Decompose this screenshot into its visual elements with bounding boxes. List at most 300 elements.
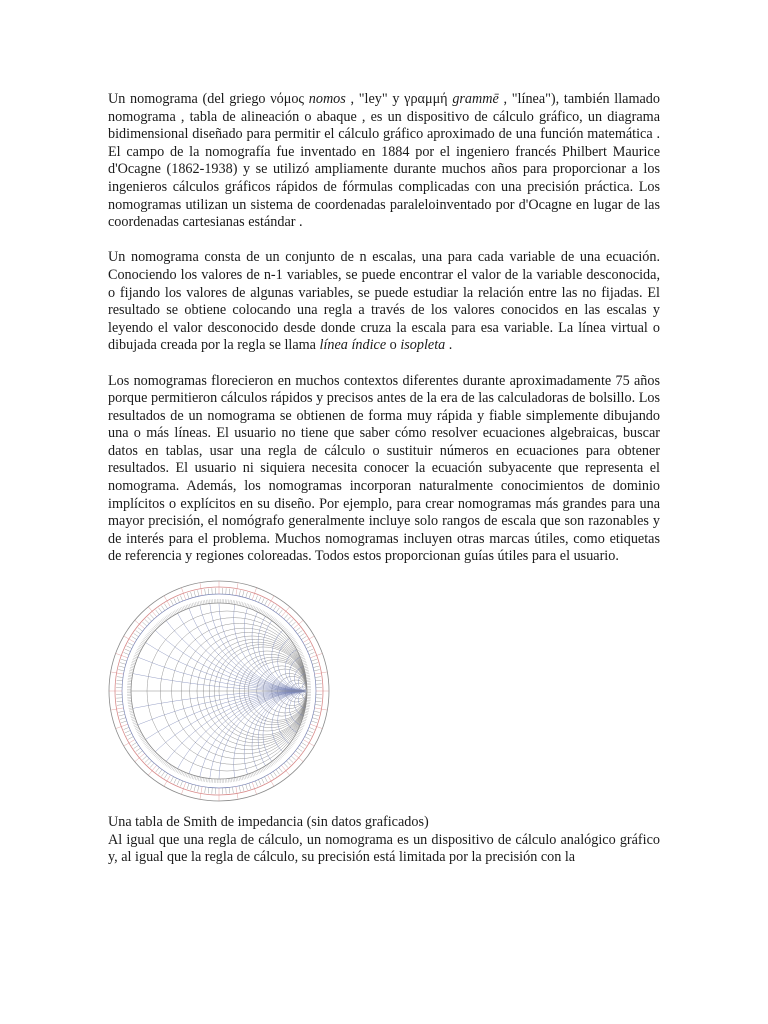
scale-tick xyxy=(291,756,295,760)
scale-tick xyxy=(289,744,292,746)
scale-tick xyxy=(162,619,164,622)
scale-tick xyxy=(158,770,162,775)
scale-tick xyxy=(277,622,280,625)
text-run: nomos xyxy=(308,91,346,107)
scale-tick xyxy=(132,636,137,639)
scale-tick xyxy=(141,642,144,644)
scale-tick xyxy=(262,598,265,603)
scale-tick xyxy=(284,629,287,632)
scale-tick xyxy=(168,615,170,618)
scale-tick xyxy=(150,763,154,767)
scale-tick xyxy=(233,600,234,604)
scale-tick xyxy=(156,610,160,615)
scale-tick xyxy=(305,709,309,710)
scale-tick xyxy=(126,646,131,649)
scale-tick xyxy=(139,734,142,736)
scale-tick xyxy=(263,611,265,614)
text-run: νόμος xyxy=(270,91,305,107)
scale-tick xyxy=(256,771,258,775)
scale-tick xyxy=(189,604,190,608)
scale-tick xyxy=(125,730,130,732)
scale-tick xyxy=(134,745,139,748)
scale-tick xyxy=(130,714,134,715)
scale-tick xyxy=(274,620,277,623)
scale-tick xyxy=(249,605,250,609)
scale-tick xyxy=(142,622,146,626)
scale-tick xyxy=(297,649,301,651)
scale-tick xyxy=(174,611,176,614)
scale-tick xyxy=(133,658,137,659)
scale-tick xyxy=(201,777,202,781)
scale-tick xyxy=(187,783,189,789)
scale-tick xyxy=(143,740,146,742)
scale-tick xyxy=(119,714,125,715)
scale-tick xyxy=(304,667,308,668)
scale-tick xyxy=(144,742,147,744)
scale-tick xyxy=(278,756,281,759)
scale-tick xyxy=(205,600,206,604)
scale-tick xyxy=(136,651,140,653)
scale-tick xyxy=(246,592,248,598)
scale-tick xyxy=(149,748,152,751)
scale-tick xyxy=(157,756,160,759)
scale-tick xyxy=(194,603,195,607)
text-run: , "ley" y γραμμή xyxy=(345,91,453,107)
scale-tick xyxy=(164,596,171,607)
scale-tick xyxy=(162,760,164,763)
scale-tick xyxy=(269,763,271,766)
scale-tick xyxy=(252,773,253,777)
scale-tick xyxy=(255,607,257,611)
scale-tick xyxy=(274,759,277,762)
scale-tick xyxy=(128,737,133,740)
scale-tick xyxy=(303,663,307,664)
paragraph-1 xyxy=(108,91,660,232)
scale-tick xyxy=(161,771,164,776)
scale-tick xyxy=(151,750,154,753)
scale-tick xyxy=(270,773,273,778)
scale-tick xyxy=(139,645,142,647)
scale-tick xyxy=(124,727,130,729)
scale-tick xyxy=(296,734,299,736)
scale-tick xyxy=(272,618,274,621)
scale-tick xyxy=(306,734,311,737)
scale-tick xyxy=(134,633,139,636)
scale-tick xyxy=(279,767,283,772)
scale-tick xyxy=(294,642,297,644)
scale-tick xyxy=(205,589,206,595)
scale-tick xyxy=(290,637,293,639)
scale-tick xyxy=(292,740,295,742)
scale-tick xyxy=(271,762,273,765)
scale-tick xyxy=(277,757,280,760)
scale-tick xyxy=(128,675,132,676)
scale-tick xyxy=(180,771,182,775)
scale-tick xyxy=(203,778,204,782)
scale-tick xyxy=(234,600,235,604)
scale-tick xyxy=(133,660,137,661)
scale-tick xyxy=(299,633,304,636)
scale-tick xyxy=(133,721,137,722)
scale-tick xyxy=(125,649,130,651)
scale-tick xyxy=(314,711,320,712)
scale-tick xyxy=(239,590,240,596)
scale-tick xyxy=(279,755,282,758)
scale-tick xyxy=(299,745,304,748)
scale-tick xyxy=(131,715,135,716)
text-run: línea índice xyxy=(319,337,387,354)
scale-tick xyxy=(305,670,309,671)
scale-tick xyxy=(147,634,150,636)
scale-tick xyxy=(137,649,141,651)
scale-tick xyxy=(177,597,179,602)
scale-tick xyxy=(132,718,136,719)
scale-tick xyxy=(297,630,302,634)
scale-tick xyxy=(176,610,178,614)
scale-tick xyxy=(130,712,134,713)
scale-tick xyxy=(239,601,240,605)
scale-tick xyxy=(270,604,273,609)
text-run: Un nomograma consta de un conjunto de n escalas, una para cada variable de una ecuación. Conociendo los valores de n-1 variables, se puede encontrar el valor de la variable desconocida, o fijando los valores de algunas variables, se puede estudiar la relación entre las no fijadas. El resultado se obtiene colocando una regla a través de los valores conocidos en las escalas y leyendo el valor desconocido desde donde cruza la escala para esa variable. La línea virtual o dibujada creada por la regla se llama xyxy=(108,249,660,354)
scale-tick xyxy=(291,622,295,626)
scale-tick xyxy=(148,746,151,749)
scale-tick xyxy=(311,659,317,661)
scale-tick xyxy=(177,769,179,773)
scale-tick xyxy=(302,721,306,722)
scale-tick xyxy=(264,766,266,769)
scale-tick xyxy=(138,751,143,755)
scale-tick xyxy=(197,776,198,780)
scale-tick xyxy=(164,618,166,621)
scale-tick xyxy=(206,778,207,782)
scale-tick xyxy=(169,765,171,768)
scale-tick xyxy=(138,648,142,650)
scale-tick xyxy=(136,730,140,732)
scale-tick xyxy=(304,712,308,713)
scale-tick xyxy=(131,666,135,667)
paragraph-3 xyxy=(108,373,660,567)
scale-tick xyxy=(304,715,308,716)
scale-tick xyxy=(315,705,321,706)
scale-tick xyxy=(295,735,298,737)
scale-tick xyxy=(117,705,123,706)
scale-tick xyxy=(132,661,136,662)
scale-tick xyxy=(195,776,196,780)
scale-tick xyxy=(118,670,124,671)
scale-tick xyxy=(268,764,270,767)
scale-tick xyxy=(185,773,186,777)
scale-tick xyxy=(243,603,244,607)
scale-tick xyxy=(240,776,241,780)
scale-tick xyxy=(145,758,149,762)
scale-tick xyxy=(118,711,124,712)
scale-tick xyxy=(136,748,141,752)
scale-tick xyxy=(124,636,135,643)
scale-tick xyxy=(281,753,284,756)
scale-tick xyxy=(267,765,269,768)
scale-tick xyxy=(191,784,193,790)
scale-tick xyxy=(189,774,190,778)
scale-tick xyxy=(279,624,282,627)
scale-tick xyxy=(251,605,252,609)
scale-tick xyxy=(150,749,153,752)
scale-tick xyxy=(141,738,144,740)
scale-tick xyxy=(119,666,125,667)
scale-tick xyxy=(139,646,142,648)
scale-tick xyxy=(286,632,289,635)
scale-tick xyxy=(240,602,241,606)
scale-tick xyxy=(246,784,248,790)
scale-tick xyxy=(258,608,260,612)
scale-tick xyxy=(145,743,148,745)
scale-tick xyxy=(231,778,232,782)
scale-tick xyxy=(195,602,196,606)
scale-tick xyxy=(183,606,185,610)
scale-tick xyxy=(128,705,132,706)
scale-tick xyxy=(289,636,292,638)
scale-tick xyxy=(180,596,182,602)
scale-tick xyxy=(258,780,260,785)
text-run: grammē xyxy=(452,91,499,107)
text-run: , "línea"), también llamado nomograma , tabla de alineación o abaque , es un dispositivo de cálculo gráfico, un diagrama bidimensional diseñado para permitir el cálculo gráfico aproximado de una función matemática . El campo de la nomografía fue inventado en 1884 por el ingeniero francés Philbert Maurice d'Ocagne (1862-1938) y se utilizó ampliamente durante muchos años para proporcionar a los ingenieros cálculos gráficos rápidos de fórmulas complicadas con una precisión práctica. Los nomogramas utilizan un sistema de coordenadas paraleloinventado por d'Ocagne en lugar de las coordenadas cartesianas estándar . xyxy=(108,91,660,231)
scale-tick xyxy=(171,777,174,782)
smith-chart-figure xyxy=(108,580,330,802)
scale-tick xyxy=(134,724,138,725)
scale-tick xyxy=(208,589,209,595)
scale-tick xyxy=(256,608,258,612)
scale-tick xyxy=(279,610,283,615)
scale-tick xyxy=(304,669,308,670)
scale-tick xyxy=(165,617,167,620)
scale-tick xyxy=(260,610,262,614)
scale-tick xyxy=(206,600,207,604)
text-run: Un nomograma (del griego xyxy=(108,91,271,107)
scale-tick xyxy=(303,740,314,747)
scale-tick xyxy=(246,775,247,779)
scale-tick xyxy=(280,754,283,757)
scale-tick xyxy=(266,766,268,769)
scale-tick xyxy=(180,608,182,612)
scale-tick xyxy=(186,605,187,609)
scale-tick xyxy=(136,728,140,730)
scale-tick xyxy=(161,759,164,762)
scale-tick xyxy=(153,627,156,630)
scale-tick xyxy=(191,775,192,779)
scale-tick xyxy=(298,651,302,653)
scale-tick xyxy=(201,601,202,605)
scale-tick xyxy=(200,601,201,605)
scale-tick xyxy=(305,672,309,673)
scale-tick xyxy=(293,641,296,643)
scale-tick xyxy=(183,772,185,776)
scale-tick xyxy=(138,628,143,632)
scale-tick xyxy=(300,725,304,727)
scale-tick xyxy=(160,758,163,761)
scale-tick xyxy=(303,664,307,665)
scale-tick xyxy=(198,777,199,781)
text-run: isopleta xyxy=(400,337,446,354)
scale-tick xyxy=(142,739,145,741)
scale-tick xyxy=(174,598,177,603)
scale-tick xyxy=(288,634,291,636)
scale-tick xyxy=(146,636,149,638)
scale-tick xyxy=(239,786,240,792)
scale-tick xyxy=(133,723,137,724)
scale-tick xyxy=(208,787,209,793)
scale-tick xyxy=(180,781,182,787)
scale-tick xyxy=(253,772,255,776)
scale-tick xyxy=(305,708,309,709)
scale-tick xyxy=(273,760,275,763)
scale-tick xyxy=(294,736,297,738)
scale-tick xyxy=(273,619,275,622)
scale-tick xyxy=(164,775,171,786)
scale-tick xyxy=(147,617,151,621)
scale-tick xyxy=(200,777,201,781)
smith-chart-icon xyxy=(108,580,330,802)
scale-tick xyxy=(246,604,247,608)
scale-tick xyxy=(285,631,288,634)
scale-tick xyxy=(151,629,154,632)
scale-tick xyxy=(191,604,192,608)
scale-tick xyxy=(315,680,321,681)
scale-tick xyxy=(174,768,176,771)
scale-tick xyxy=(187,593,189,599)
scale-tick xyxy=(306,705,310,706)
scale-tick xyxy=(294,644,297,646)
scale-tick xyxy=(132,720,136,721)
text-run: Los nomogramas florecieron en muchos contextos diferentes durante aproximadamente 75 años porque permitieron cálculos rápidos y precisos antes de la era de las calculadoras de bolsillo. Los resultados de un nomograma se obtienen de forma muy rápida y fiable simplemente dibujando una o más líneas. El usuario no tiene que saber cómo resolver ecuaciones algebraicas, buscar datos en tablas, usar una regla de cálculo o sustituir números en ecuaciones para obtener resultados. El usuario ni siquiera necesita conocer la ecuación subyacente que representa el nomograma. Además, los nomogramas incorporan naturalmente conocimientos de dominio implícitos o explícitos en su diseño. Por ejemplo, para crear nomogramas más grandes para una mayor precisión, el nomógrafo generalmente incluye solo rangos de escala que son razonables y de interés para el problema. Muchos nomogramas incluyen otras marcas útiles, como etiquetas de referencia y regiones coloreadas. Todos estos proporcionan guías útiles para el usuario. xyxy=(108,372,660,565)
scale-tick xyxy=(126,734,131,737)
scale-tick xyxy=(129,672,133,673)
scale-tick xyxy=(198,601,199,605)
scale-tick xyxy=(258,770,260,774)
scale-tick xyxy=(291,638,294,640)
scale-tick xyxy=(159,757,162,760)
scale-tick xyxy=(129,711,133,712)
scale-tick xyxy=(297,748,302,752)
scale-tick xyxy=(303,636,314,643)
scale-tick xyxy=(264,612,266,615)
scale-tick xyxy=(164,773,167,778)
scale-tick xyxy=(139,735,142,737)
scale-tick xyxy=(255,781,257,787)
scale-tick xyxy=(172,766,174,769)
scale-tick xyxy=(161,620,164,623)
scale-tick xyxy=(286,617,290,621)
scale-tick xyxy=(293,739,296,741)
scale-tick xyxy=(255,771,257,775)
scale-tick xyxy=(154,626,157,629)
scale-tick xyxy=(297,648,301,650)
scale-tick xyxy=(148,633,151,636)
scale-tick xyxy=(234,778,235,782)
scale-tick xyxy=(303,717,307,718)
scale-tick xyxy=(259,769,261,773)
scale-tick xyxy=(124,740,135,747)
scale-tick xyxy=(267,614,269,617)
scale-tick xyxy=(301,636,306,639)
scale-tick xyxy=(158,608,162,613)
scale-tick xyxy=(313,666,319,667)
scale-tick xyxy=(160,621,163,624)
scale-tick xyxy=(301,724,305,725)
scale-tick xyxy=(305,673,309,674)
scale-tick xyxy=(304,666,308,667)
paragraph-2 xyxy=(108,249,660,355)
scale-tick xyxy=(164,761,166,764)
scale-tick xyxy=(276,770,280,775)
scale-tick xyxy=(251,773,252,777)
scale-tick xyxy=(198,590,199,596)
scale-tick xyxy=(144,638,147,640)
scale-tick xyxy=(152,628,155,631)
scale-tick xyxy=(294,738,297,740)
scale-tick xyxy=(132,742,137,745)
scale-tick xyxy=(276,608,280,613)
scale-tick xyxy=(161,606,164,611)
scale-tick xyxy=(309,652,315,654)
scale-tick xyxy=(249,593,251,599)
scale-tick xyxy=(309,727,315,729)
scale-tick xyxy=(283,628,286,631)
scale-tick xyxy=(172,612,174,615)
scale-tick xyxy=(170,613,172,616)
scale-tick xyxy=(121,659,127,661)
scale-tick xyxy=(269,616,271,619)
scale-tick xyxy=(205,778,206,782)
scale-tick xyxy=(233,778,234,782)
scale-tick xyxy=(168,764,170,767)
scale-tick xyxy=(154,753,157,756)
scale-tick xyxy=(128,703,132,704)
scale-tick xyxy=(292,640,295,642)
scale-tick xyxy=(289,758,293,762)
scale-tick xyxy=(283,751,286,754)
scale-tick xyxy=(131,717,135,718)
scale-tick xyxy=(205,787,206,793)
scale-tick xyxy=(306,703,310,704)
scale-tick xyxy=(281,626,284,629)
scale-tick xyxy=(301,723,305,724)
scale-tick xyxy=(137,731,141,733)
scale-tick xyxy=(194,785,195,791)
scale-tick xyxy=(268,775,275,786)
scale-tick xyxy=(295,645,298,647)
scale-tick xyxy=(185,606,186,610)
scale-tick xyxy=(142,756,146,760)
scale-tick xyxy=(297,732,301,734)
scale-tick xyxy=(291,742,294,744)
scale-tick xyxy=(147,761,151,765)
scale-tick xyxy=(315,677,321,678)
scale-tick xyxy=(128,677,132,678)
scale-tick xyxy=(128,643,133,646)
scale-tick xyxy=(306,706,310,707)
scale-tick xyxy=(313,714,319,715)
scale-tick xyxy=(124,652,130,654)
scale-tick xyxy=(255,596,257,602)
scale-tick xyxy=(166,616,168,619)
scale-tick xyxy=(179,608,181,612)
scale-tick xyxy=(248,774,249,778)
grid-line xyxy=(219,580,330,691)
scale-tick xyxy=(300,655,304,657)
scale-tick xyxy=(147,745,150,747)
scale-tick xyxy=(156,624,159,627)
scale-tick xyxy=(131,664,135,665)
scale-tick xyxy=(145,619,149,623)
